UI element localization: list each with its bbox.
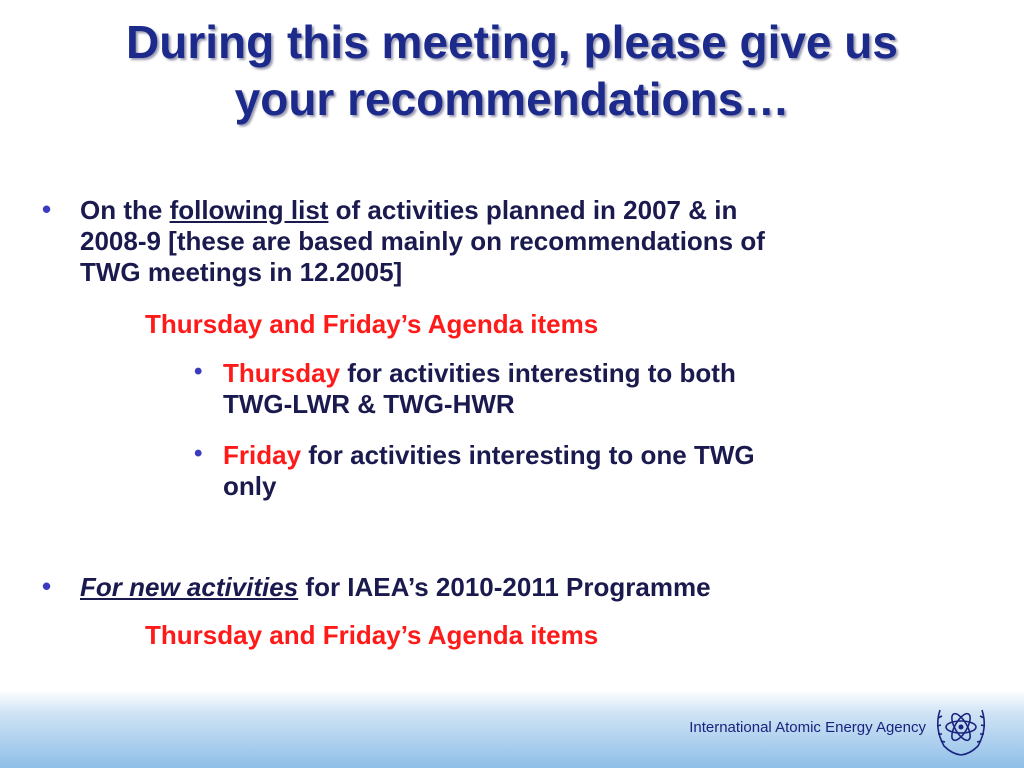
slide-title (0, 14, 1024, 128)
title-line-2: your recommendations… (234, 73, 790, 125)
footer-org-name: International Atomic Energy Agency (689, 719, 926, 736)
bullet-2-rest: for IAEA’s 2010-2011 Programme (298, 572, 711, 602)
following-list-link[interactable]: following list (169, 195, 329, 225)
bullet-1-line-1 (80, 195, 1000, 226)
sub-bullet-thursday (223, 358, 983, 420)
title-line-1: During this meeting, please give us (126, 16, 898, 68)
sub-bullet-dot-thursday: • (194, 358, 203, 385)
thursday-line-2: TWG-LWR & TWG-HWR (223, 389, 515, 419)
bullet-1-line-2: 2008-9 [these are based mainly on recommendations of (80, 226, 765, 256)
agenda-label-1: Thursday and Friday’s Agenda items (145, 309, 599, 339)
sub-bullet-dot-friday: • (194, 440, 203, 467)
bullet-1-line-3: TWG meetings in 12.2005] (80, 257, 403, 287)
bullet-1-text (80, 195, 1000, 288)
bullet-2-text (80, 572, 1000, 603)
thursday-keyword: Thursday (223, 358, 341, 388)
agenda-label-2: Thursday and Friday’s Agenda items (145, 620, 599, 650)
bullet-1-line-1-rest: of activities planned in 2007 & in (328, 195, 738, 225)
iaea-logo-icon (930, 698, 992, 760)
friday-line-1-rest: for activities interesting to one TWG (301, 440, 755, 470)
new-activities-link[interactable]: For new activities (80, 572, 299, 602)
friday-line-2: only (223, 471, 277, 501)
bullet-1-prefix: On the (80, 195, 170, 225)
friday-keyword: Friday (223, 440, 302, 470)
sub-bullet-friday (223, 440, 983, 502)
bullet-dot-2: • (42, 571, 52, 601)
bullet-dot-1: • (42, 194, 52, 224)
thursday-line-1-rest: for activities interesting to both (340, 358, 736, 388)
